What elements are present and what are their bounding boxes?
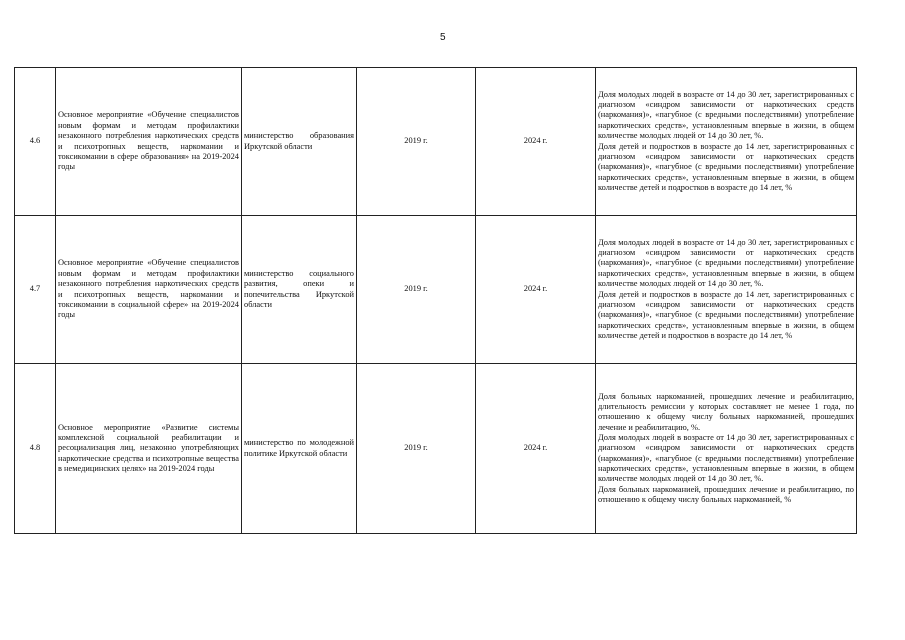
target-indicators: Доля больных наркоманией, прошедших лечение и реабилитацию, длительность ремиссии у которых составляет не менее 1 года, по отношению к общему числу больных наркоманией, прошедших лечение и реабилитацию, %. Доля молодых людей в возрасте от 14 до 30 лет, зарегистрированных с диагнозом «синдром зависимости от наркотических средств (наркомания)», «пагубное (с вредными последствиями) употребление наркотических средств», установленным впервые в жизни, в общем количестве молодых людей от 14 до 30 лет, %. Доля больных наркоманией, прошедших лечение и реабилитацию, по отношению к общему числу больных наркоманией, % — [596, 364, 857, 534]
end-year: 2024 г. — [476, 216, 596, 364]
row-number: 4.8 — [15, 364, 56, 534]
measure-name: Основное мероприятие «Развитие системы комплексной социальной реабилитации и ресоциализация лиц, незаконно употребляющих наркотические средства и психотропные вещества в немедицинских целях» на 2019-2024 годы — [56, 364, 242, 534]
responsible-executor: министерство социального развития, опеки и попечительства Иркутской области — [242, 216, 357, 364]
target-indicators: Доля молодых людей в возрасте от 14 до 30 лет, зарегистрированных с диагнозом «синдром зависимости от наркотических средств (наркомания)», «пагубное (с вредными последствиями) употребление наркотических средств», установленным впервые в жизни, в общем количестве молодых людей от 14 до 30 лет, %. Доля детей и подростков в возрасте до 14 лет, зарегистрированных с диагнозом «синдром зависимости от наркотических средств (наркомания)», «пагубное (с вредными последствиями) употребление наркотических средств», установленным впервые в жизни, в общем количестве детей и подростков в возрасте до 14 лет, % — [596, 68, 857, 216]
start-year: 2019 г. — [357, 364, 476, 534]
row-number: 4.6 — [15, 68, 56, 216]
target-indicators: Доля молодых людей в возрасте от 14 до 30 лет, зарегистрированных с диагнозом «синдром зависимости от наркотических средств (наркомания)», «пагубное (с вредными последствиями) употребление наркотических средств», установленным впервые в жизни, в общем количестве молодых людей от 14 до 30 лет, %. Доля детей и подростков в возрасте до 14 лет, зарегистрированных с диагнозом «синдром зависимости от наркотических средств (наркомания)», «пагубное (с вредными последствиями) употребление наркотических средств», установленным впервые в жизни, в общем количестве детей и подростков в возрасте до 14 лет, % — [596, 216, 857, 364]
table-row — [15, 68, 857, 216]
table-row — [15, 216, 857, 364]
page-number: 5 — [440, 32, 446, 43]
start-year: 2019 г. — [357, 68, 476, 216]
measure-name: Основное мероприятие «Обучение специалистов новым формам и методам профилактики незаконного потребления наркотических средств и психотропных веществ, наркомании и токсикомании в социальной сфере» на 2019-2024 годы — [56, 216, 242, 364]
start-year: 2019 г. — [357, 216, 476, 364]
responsible-executor: министерство по молодежной политике Иркутской области — [242, 364, 357, 534]
end-year: 2024 г. — [476, 364, 596, 534]
responsible-executor: министерство образования Иркутской области — [242, 68, 357, 216]
measure-name: Основное мероприятие «Обучение специалистов новым формам и методам профилактики незаконного потребления наркотических средств и психотропных веществ, наркомании и токсикомании в сфере образования» на 2019-2024 годы — [56, 68, 242, 216]
row-number: 4.7 — [15, 216, 56, 364]
table-row — [15, 364, 857, 534]
program-measures-table — [14, 67, 857, 534]
end-year: 2024 г. — [476, 68, 596, 216]
